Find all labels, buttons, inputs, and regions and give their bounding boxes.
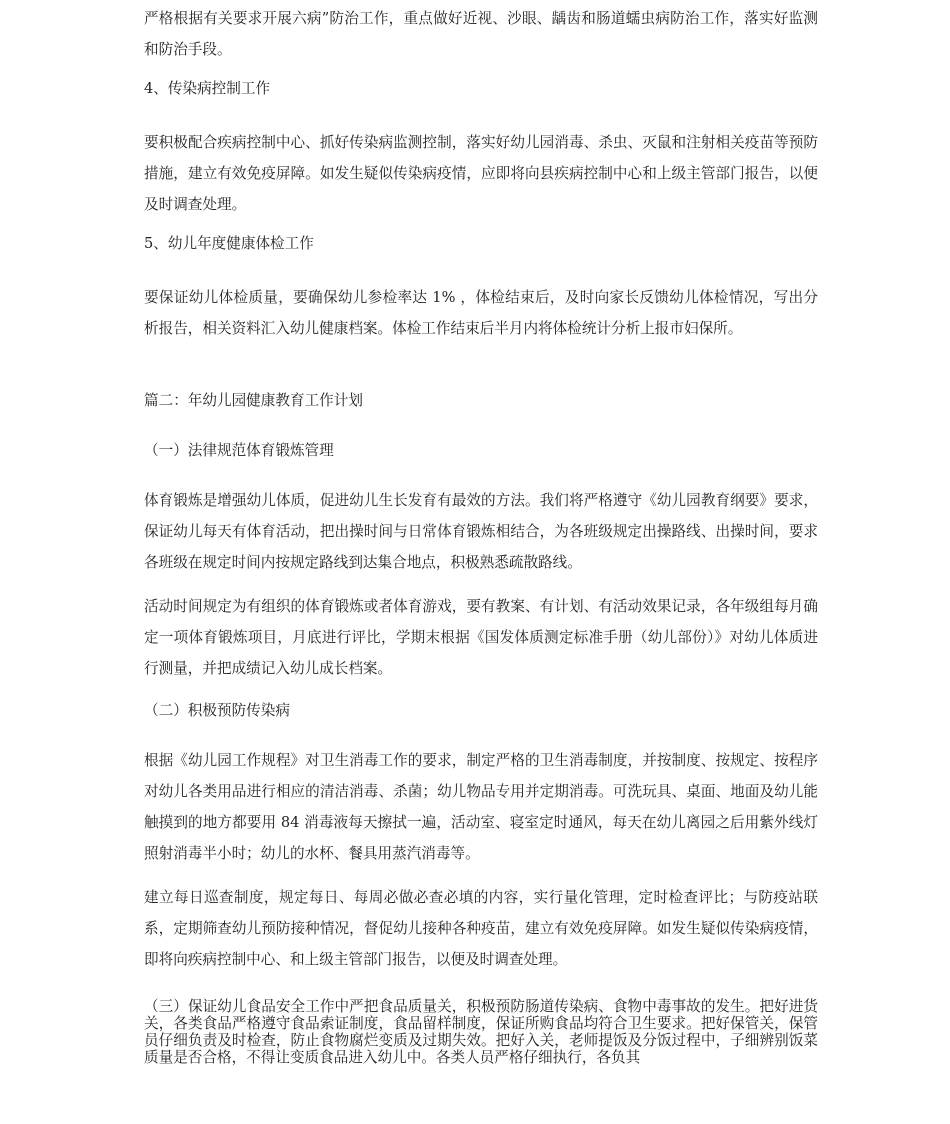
- heading-part-two: 篇二：年幼儿园健康教育工作计划: [144, 392, 363, 409]
- heading-item-5: 5、幼儿年度健康体检工作: [144, 235, 314, 252]
- paragraph-intro-continuation: 严格根据有关要求开展六病”防治工作，重点做好近视、沙眼、龋齿和肠道蠕虫病防治工作，落实好监测和防治手段。: [144, 10, 818, 58]
- heading-section-1: （一）法律规范体育锻炼管理: [144, 442, 334, 459]
- heading-item-4: 4、传染病控制工作: [144, 80, 271, 97]
- paragraph-section-3: （三）保证幼儿食品安全工作中严把食品质量关，积极预防肠道传染病、食物中毒事故的发生。把好进货关，各类食品严格遵守食品索证制度，食品留样制度，保证所购食品均符合卫生要求。把好保管关，保管员仔细负责及时检查，防止食物腐烂变质及过期失效。把好入关，老师提饭及分饭过程中，子细辨别饭菜质量是否合格，不得让变质食品进入幼儿中。各类人员严格仔细执行，各负其: [144, 998, 818, 1066]
- heading-section-2: （二）积极预防传染病: [144, 702, 290, 719]
- paragraph-section-1-a: 体育锻炼是增强幼儿体质，促进幼儿生长发育有最效的方法。我们将严格遵守《幼儿园教育纲要》要求，保证幼儿每天有体育活动，把出操时间与日常体育锻炼相结合，为各班级规定出操路线、出操时间，要求各班级在规定时间内按规定路线到达集合地点，积极熟悉疏散路线。: [144, 492, 818, 571]
- paragraph-item-5: 要保证幼儿体检质量，要确保幼儿参检率达 1% ，体检结束后，及时向家长反馈幼儿体检情况，写出分析报告，相关资料汇入幼儿健康档案。体检工作结束后半月内将体检统计分析上报市妇保所。: [144, 289, 818, 337]
- paragraph-item-4: 要积极配合疾病控制中心、抓好传染病监测控制，落实好幼儿园消毒、杀虫、灭鼠和注射相关疫苗等预防措施，建立有效免疫屏障。如发生疑似传染病疫情，应即将向县疾病控制中心和上级主管部门报告，以便及时调查处理。: [144, 134, 818, 213]
- paragraph-section-1-b: 活动时间规定为有组织的体育锻炼或者体育游戏，要有教案、有计划、有活动效果记录，各年级组每月确定一项体育锻炼项目，月底进行评比，学期末根据《国发体质测定标准手册（幼儿部份）》对幼儿体质进行测量，并把成绩记入幼儿成长档案。: [144, 598, 818, 677]
- paragraph-section-2-a: 根据《幼儿园工作规程》对卫生消毒工作的要求，制定严格的卫生消毒制度，并按制度、按规定、按程序对幼儿各类用品进行相应的清洁消毒、杀菌；幼儿物品专用并定期消毒。可洗玩具、桌面、地面及幼儿能触摸到的地方都要用 84 消毒液每天擦拭一遍，活动室、寝室定时通风，每天在幼儿离园之后用紫外线灯照射消毒半小时；幼儿的水杯、餐具用蒸汽消毒等。: [144, 752, 818, 862]
- paragraph-section-2-b: 建立每日巡查制度，规定每日、每周必做必查必填的内容，实行量化管理，定时检查评比；与防疫站联系，定期筛查幼儿预防接种情况，督促幼儿接种各种疫苗，建立有效免疫屏障。如发生疑似传染病疫情，即将向疾病控制中心、和上级主管部门报告，以便及时调查处理。: [144, 889, 818, 968]
